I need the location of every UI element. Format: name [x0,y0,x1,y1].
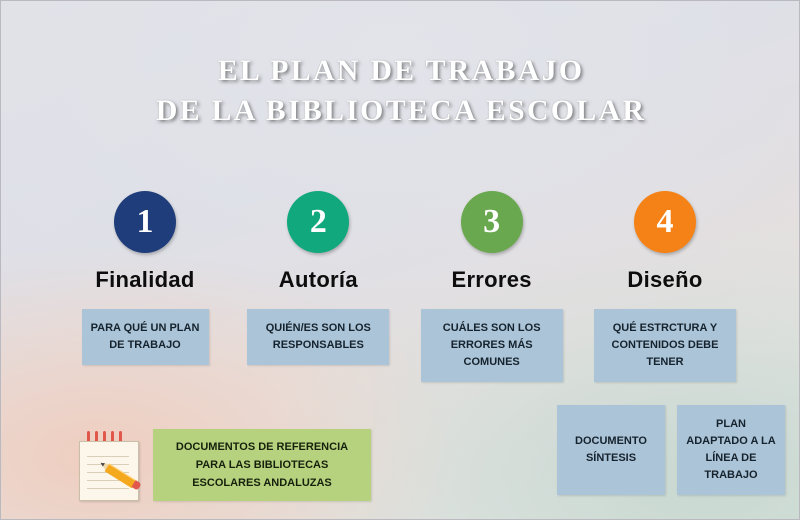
steps-row [65,191,745,382]
step-column-3 [412,191,572,382]
step-number-badge-4: 4 [634,191,696,253]
notepad-pencil-icon [73,429,147,505]
step-heading-2: Autoría [278,267,358,292]
page-title [1,51,800,131]
step-column-4 [585,191,745,382]
step-number-badge-1: 1 [114,191,176,253]
bottom-card-plan-adaptado: PLAN ADAPTADO A LA LÍNEA DE TRABAJO [677,405,785,495]
step-column-2 [238,191,398,382]
step-number-badge-2: 2 [287,191,349,253]
step-number-badge-3: 3 [461,191,523,253]
step-card-3: CUÁLES SON LOS ERRORES MÁS COMUNES [421,309,563,382]
step-heading-1: Finalidad [95,267,195,292]
reference-documents-box: DOCUMENTOS DE REFERENCIA PARA LAS BIBLIOTECAS ESCOLARES ANDALUZAS [153,429,371,501]
title-line-2: DE LA BIBLIOTECA ESCOLAR [155,94,647,127]
step-card-2: QUIÉN/ES SON LOS RESPONSABLES [247,309,389,365]
step-column-1 [65,191,225,382]
step-card-1: PARA QUÉ UN PLAN DE TRABAJO [82,309,209,365]
step-heading-3: Errores [451,267,532,292]
step-card-4: QUÉ ESTRCTURA Y CONTENIDOS DEBE TENER [594,309,736,382]
bottom-card-documento-sintesis: DOCUMENTO SÍNTESIS [557,405,665,495]
step-heading-4: Diseño [627,267,703,292]
bottom-cards-row [557,405,785,495]
title-line-1: EL PLAN DE TRABAJO [217,54,585,87]
